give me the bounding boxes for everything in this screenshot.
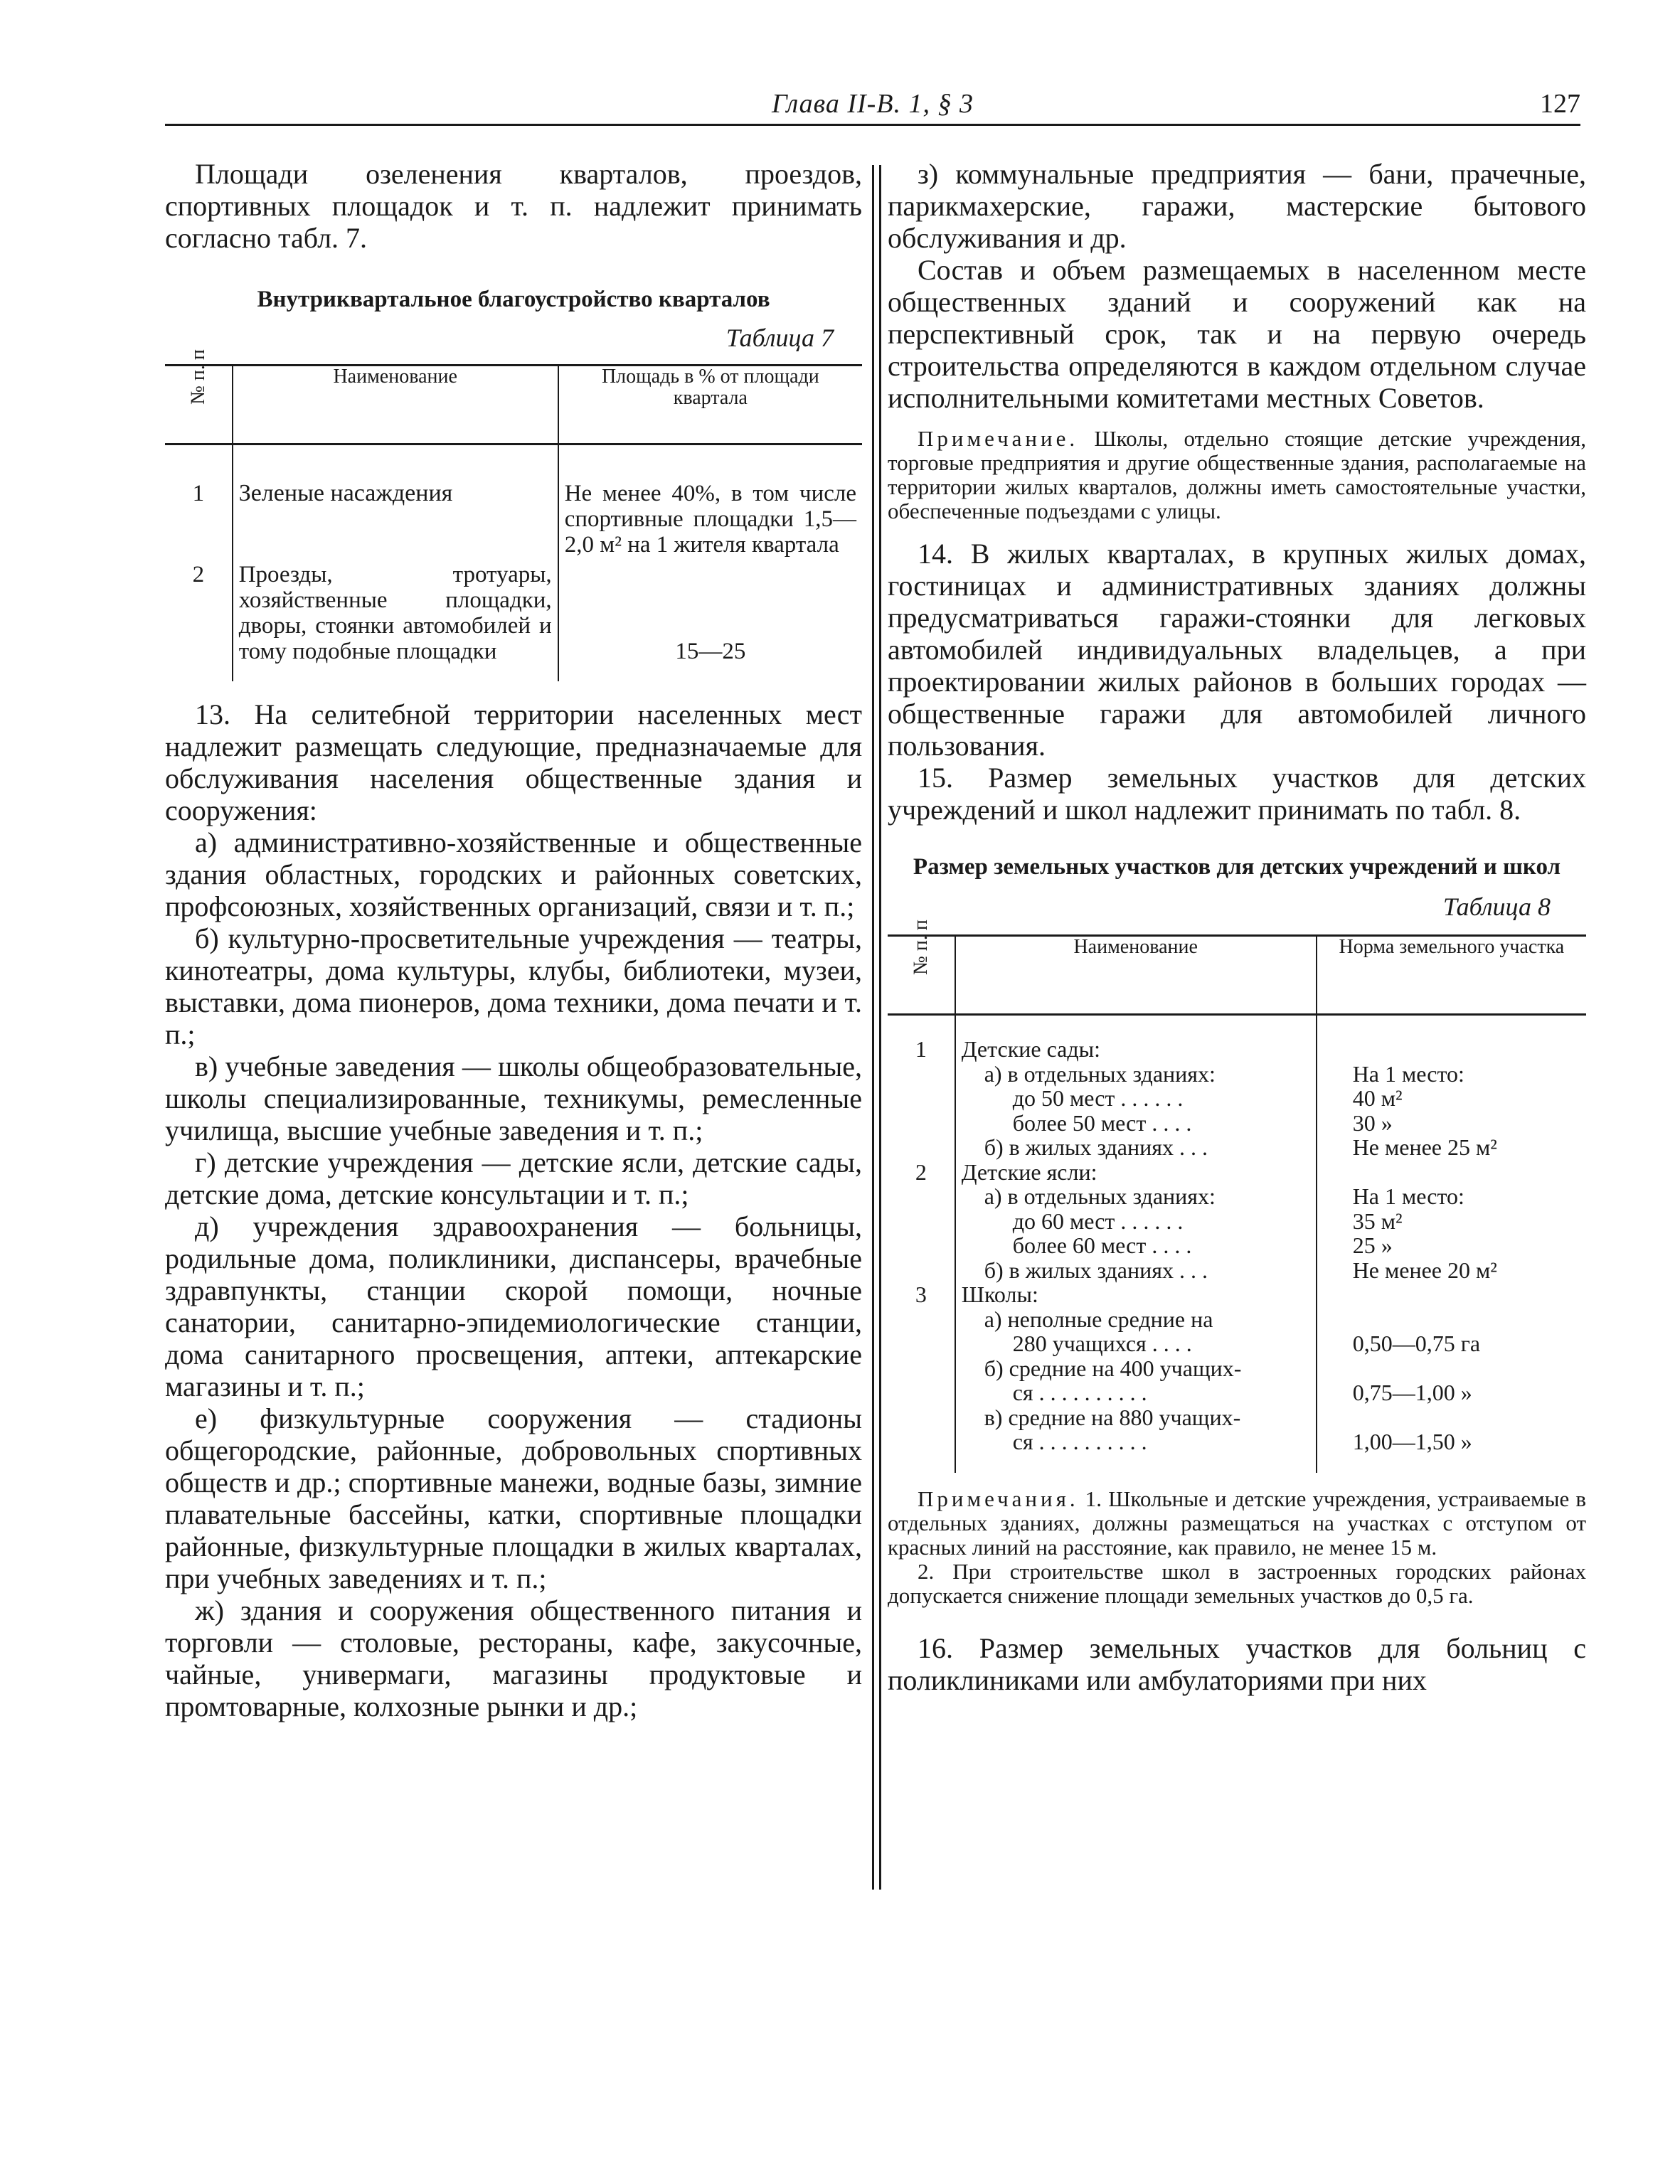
paragraph-14: 14. В жилых кварталах, в крупных жилых домах, гостиницах и административных зданиях должны предусматриваться гаражи-стоянки для легковых автомобилей индивидуальных владельцев, а при проектировании жилых районов в больших городах — общественные гаражи для автомобилей личного пользования. bbox=[888, 538, 1586, 762]
page-number: 127 bbox=[1540, 89, 1580, 119]
table-row: ся . . . . . . . . . . 1,00—1,50 » bbox=[888, 1429, 1586, 1454]
table-row: до 60 мест . . . . . . 35 м² bbox=[888, 1209, 1586, 1234]
header-norm: Норма земельного участка bbox=[1317, 936, 1586, 1015]
header-rule bbox=[165, 124, 1580, 126]
header-number: № п. п bbox=[165, 366, 233, 444]
right-column bbox=[888, 158, 1586, 1696]
header-area: Площадь в % от площади квартала bbox=[558, 366, 862, 444]
table-row: 2 Детские ясли: bbox=[888, 1160, 1586, 1185]
table-row: а) неполные средние на bbox=[888, 1307, 1586, 1332]
table-header-row bbox=[165, 366, 862, 444]
list-item: а) административно-хозяйственные и общественные здания областных, городских и районных советских, профсоюзных, хозяйственных организаций, связи и т. п.; bbox=[165, 826, 862, 922]
intro-paragraph: Площади озеленения кварталов, проездов, спортивных площадок и т. п. надлежит принимать согласно табл. 7. bbox=[165, 158, 862, 254]
notes bbox=[888, 1487, 1586, 1560]
column-divider bbox=[872, 165, 874, 1890]
table-row: б) в жилых зданиях . . . Не менее 20 м² bbox=[888, 1258, 1586, 1283]
table-row: 3 Школы: bbox=[888, 1282, 1586, 1307]
page-header bbox=[165, 88, 1580, 125]
table7-label: Таблица 7 bbox=[725, 324, 834, 352]
table-row: более 60 мест . . . . 25 » bbox=[888, 1233, 1586, 1258]
table-row: ся . . . . . . . . . . 0,75—1,00 » bbox=[888, 1380, 1586, 1405]
table-header-row bbox=[888, 936, 1586, 1015]
table8-caption: Размер земельных участков для детских учреждений и школ bbox=[913, 854, 1561, 880]
note-text: Школы, отдельно стоящие детские учреждения, торговые предприятия и другие общественные здания, располагаемые на территории жилых кварталов, должны иметь самостоятельные участки, обеспеченные подъездами с улицы. bbox=[888, 426, 1587, 523]
header-number: № п. п bbox=[888, 936, 955, 1015]
running-title: Глава II-В. 1, § 3 bbox=[771, 89, 974, 119]
list-item: д) учреждения здравоохранения — больницы, родильные дома, поликлиники, диспансеры, врачебные здравпункты, станции скорой помощи, ночные санатории, санитарно-эпидемиологические станции, дома санитарного просвещения, аптеки, аптекарские магазины и т. п.; bbox=[165, 1210, 862, 1402]
table-row: 280 учащихся . . . . 0,50—0,75 га bbox=[888, 1331, 1586, 1356]
list-item: ж) здания и сооружения общественного питания и торговли — столовые, рестораны, кафе, закусочные, чайные, универмаги, магазины продуктовые и промтоварные, колхозные рынки и др.; bbox=[165, 1594, 862, 1722]
table-row: 1 Зеленые насаждения Не менее 40%, в том числе спортивные площадки 1,5—2,0 м² на 1 жителя квартала bbox=[165, 444, 862, 558]
table-row: 2 Проезды, тротуары, хозяйственные площадки, дворы, стоянки автомобилей и тому подобные площадки 15—25 bbox=[165, 558, 862, 681]
list-item: з) коммунальные предприятия — бани, прачечные, парикмахерские, гаражи, мастерские бытового обслуживания и др. bbox=[888, 158, 1586, 254]
table-row: в) средние на 880 учащих- bbox=[888, 1405, 1586, 1430]
table8 bbox=[888, 920, 1586, 1473]
list-item: в) учебные заведения — школы общеобразовательные, школы специализированные, техникумы, ремесленные училища, высшие учебные заведения и т. п.; bbox=[165, 1050, 862, 1146]
table-row: 1 Детские сады: bbox=[888, 1037, 1586, 1062]
table8-label: Таблица 8 bbox=[1442, 893, 1551, 921]
note-text: 1. Школьные и детские учреждения, устраиваемые в отдельных зданиях, должны размещаться на участках с отступом от красных линий на расстояние, как правило, не менее 15 м. bbox=[888, 1486, 1587, 1560]
table7 bbox=[165, 349, 862, 681]
paragraph-15: 15. Размер земельных участков для детских учреждений и школ надлежит принимать по табл. 8. bbox=[888, 762, 1586, 826]
table7-caption: Внутриквартальное благоустройство кварталов bbox=[257, 287, 770, 312]
header-name: Наименование bbox=[955, 936, 1317, 1015]
table-row: а) в отдельных зданиях: На 1 место: bbox=[888, 1062, 1586, 1087]
table-row: б) в жилых зданиях . . . Не менее 25 м² bbox=[888, 1135, 1586, 1160]
column-divider bbox=[879, 165, 881, 1890]
paragraph-16: 16. Размер земельных участков для больниц с поликлиниками или амбулаториями при них bbox=[888, 1631, 1586, 1696]
composition-paragraph: Состав и объем размещаемых в населенном месте общественных зданий и сооружений как на перспективный срок, так и на первую очередь строительства определяются в каждом отдельном случае исполнительными комитетами местных Советов. bbox=[888, 254, 1586, 414]
left-column bbox=[165, 158, 862, 1722]
table-row: а) в отдельных зданиях: На 1 место: bbox=[888, 1184, 1586, 1209]
header-name: Наименование bbox=[233, 366, 558, 444]
paragraph-13: 13. На селитебной территории населенных мест надлежит размещать следующие, предназначаемые для обслуживания населения общественные здания и сооружения: bbox=[165, 698, 862, 826]
table-row: б) средние на 400 учащих- bbox=[888, 1356, 1586, 1381]
note-label: Примечание. bbox=[918, 426, 1079, 451]
list-item: е) физкультурные сооружения — стадионы общегородские, районные, добровольных спортивных обществ и др.; спортивные манежи, водные базы, зимние плавательные бассейны, катки, спортивные площадки районные, физкультурные площадки в жилых кварталах, при учебных заведениях и т. п.; bbox=[165, 1402, 862, 1594]
list-item: б) культурно-просветительные учреждения — театры, кинотеатры, дома культуры, клубы, библиотеки, музеи, выставки, дома пионеров, дома техники, дома печати и т. п.; bbox=[165, 922, 862, 1050]
notes-label: Примечания. bbox=[918, 1486, 1079, 1511]
note bbox=[888, 427, 1586, 523]
list-item: г) детские учреждения — детские ясли, детские сады, детские дома, детские консультации и т. п.; bbox=[165, 1146, 862, 1210]
table-row: более 50 мест . . . . 30 » bbox=[888, 1111, 1586, 1136]
note-text: 2. При строительстве школ в застроенных городских районах допускается снижение площади земельных участков до 0,5 га. bbox=[888, 1558, 1586, 1608]
table-row: до 50 мест . . . . . . 40 м² bbox=[888, 1086, 1586, 1111]
